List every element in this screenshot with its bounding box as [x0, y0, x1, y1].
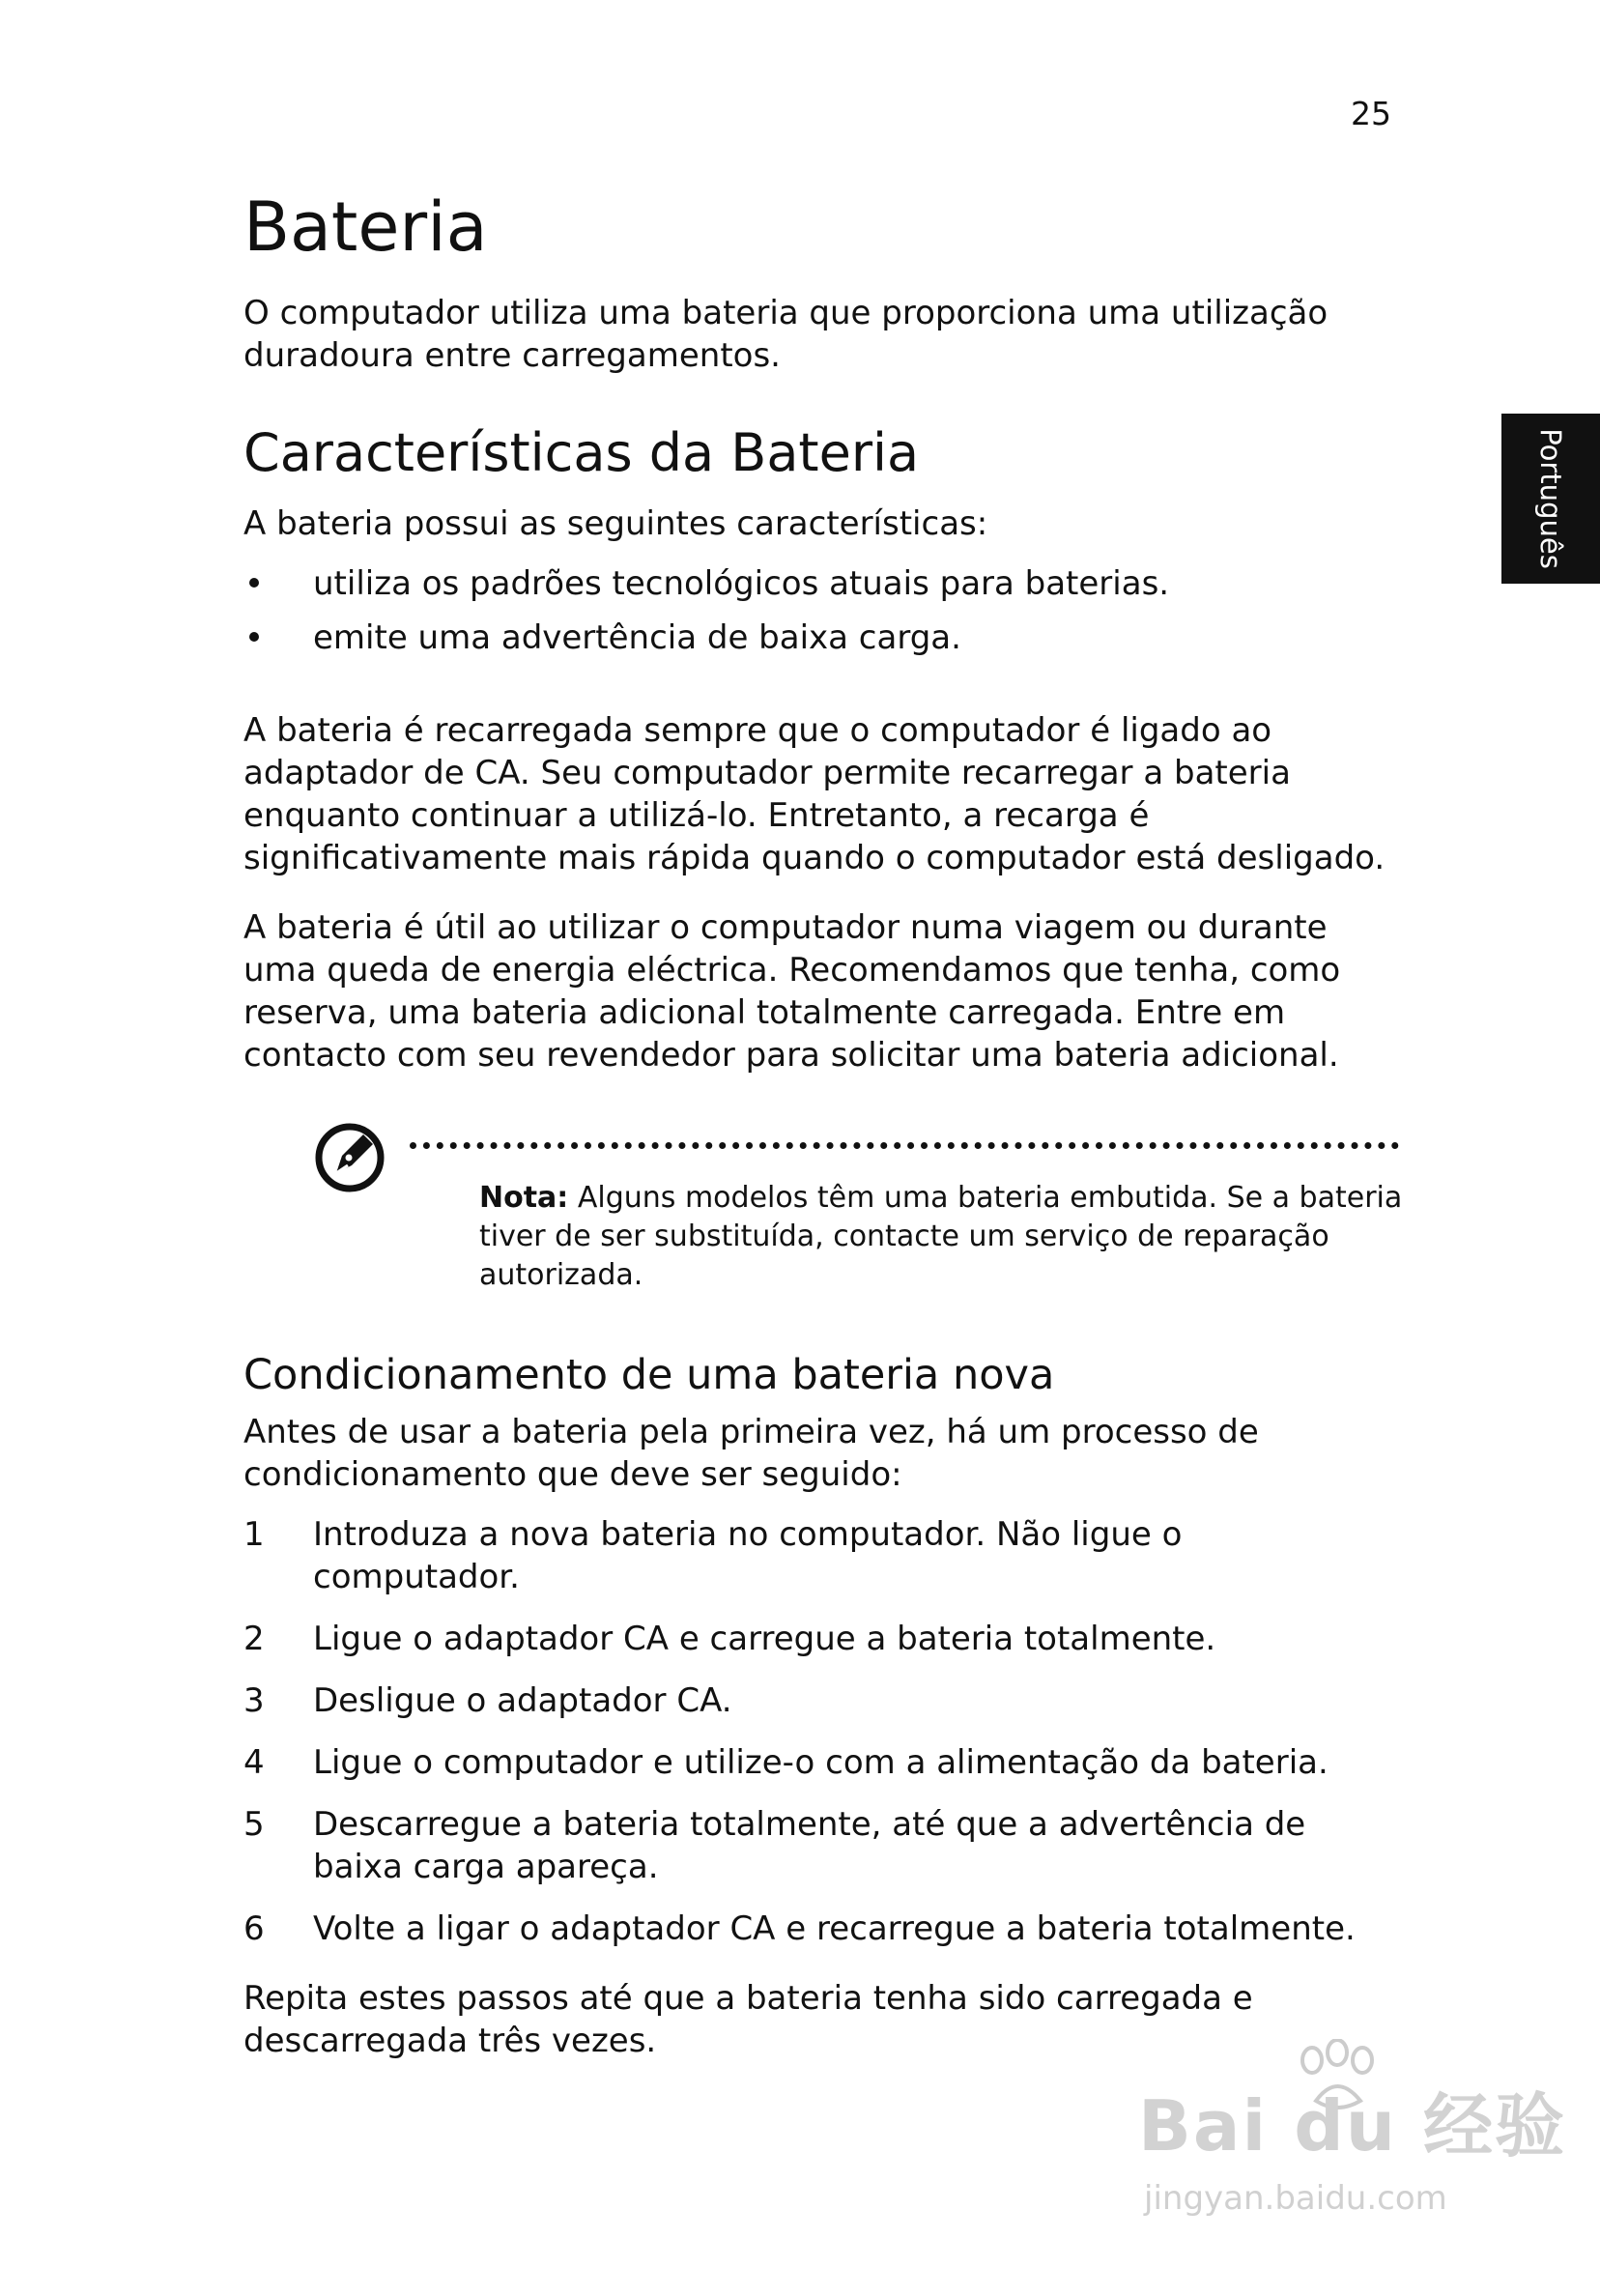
closing-paragraph: Repita estes passos até que a bateria tenha sido carregada e descarregada três vezes. [243, 1979, 1253, 2060]
recharge-paragraph: A bateria é recarregada sempre que o computador é ligado ao adaptador de CA. Seu computador permite recarregar a bateria enquanto continuar a utilizá-lo. Entretanto, a recarga é significativamente mais rápida quando o computador está desligado. [243, 711, 1386, 877]
list-item [243, 1908, 1399, 1950]
language-tab [1501, 414, 1600, 584]
watermark-url: jingyan.baidu.com [1144, 2179, 1447, 2218]
conditioning-lead: Antes de usar a bateria pela primeira vez, há um processo de condicionamento que deve ser seguido: [243, 1413, 1259, 1494]
step-text: Volte a ligar o adaptador CA e recarregue a bateria totalmente. [313, 1909, 1356, 1948]
watermark-main-text: Bai du 经验 [1138, 2085, 1567, 2167]
features-lead: A bateria possui as seguintes características: [243, 504, 988, 543]
note-text [479, 1179, 1407, 1295]
note-label: Nota: [479, 1181, 569, 1215]
conditioning-heading: Condicionamento de uma bateria nova [243, 1351, 1055, 1399]
conditioning-steps [243, 1513, 1399, 1950]
list-item [243, 1618, 1399, 1660]
list-item-text: emite uma advertência de baixa carga. [313, 618, 961, 657]
page-number: 25 [1351, 95, 1391, 132]
note-pen-icon [313, 1117, 390, 1194]
list-item [243, 562, 1399, 605]
features-heading: Características da Bateria [243, 422, 920, 483]
list-item [243, 1679, 1399, 1722]
language-tab-label: Português [1534, 428, 1567, 569]
step-text: Ligue o computador e utilize-o com a alimentação da bateria. [313, 1743, 1329, 1782]
features-list [243, 562, 1399, 659]
note-body: Alguns modelos têm uma bateria embutida. Se a bateria tiver de ser substituída, contacte um serviço de reparação autorizada. [479, 1181, 1403, 1292]
intro-paragraph: O computador utiliza uma bateria que proporciona uma utilização duradoura entre carregamentos. [243, 294, 1329, 375]
list-item [243, 1513, 1399, 1598]
note-divider [410, 1142, 1399, 1149]
step-text: Desligue o adaptador CA. [313, 1681, 732, 1720]
list-item-text: utiliza os padrões tecnológicos atuais para baterias. [313, 564, 1170, 603]
step-number: 1 [243, 1515, 265, 1554]
bullet-icon [249, 632, 259, 642]
step-number: 3 [243, 1681, 265, 1720]
step-number: 5 [243, 1805, 265, 1844]
step-text: Ligue o adaptador CA e carregue a bateria totalmente. [313, 1620, 1216, 1658]
list-item [243, 617, 1399, 659]
step-text: Introduza a nova bateria no computador. Não ligue o computador. [313, 1515, 1183, 1596]
spare-battery-paragraph: A bateria é útil ao utilizar o computador numa viagem ou durante uma queda de energia eléctrica. Recomendamos que tenha, como reserva, uma bateria adicional totalmente carregada. Entre em contacto com seu revendedor para solicitar uma bateria adicional. [243, 908, 1341, 1075]
list-item [243, 1803, 1399, 1888]
step-number: 6 [243, 1909, 265, 1948]
step-number: 4 [243, 1743, 265, 1782]
note-box [313, 1117, 1403, 1310]
page-title: Bateria [243, 187, 488, 267]
step-text: Descarregue a bateria totalmente, até que a advertência de baixa carga apareça. [313, 1805, 1306, 1886]
page-content [243, 184, 1403, 2062]
step-number: 2 [243, 1620, 265, 1658]
list-item [243, 1741, 1399, 1784]
baidu-watermark [1129, 2039, 1567, 2232]
bullet-icon [249, 578, 259, 588]
